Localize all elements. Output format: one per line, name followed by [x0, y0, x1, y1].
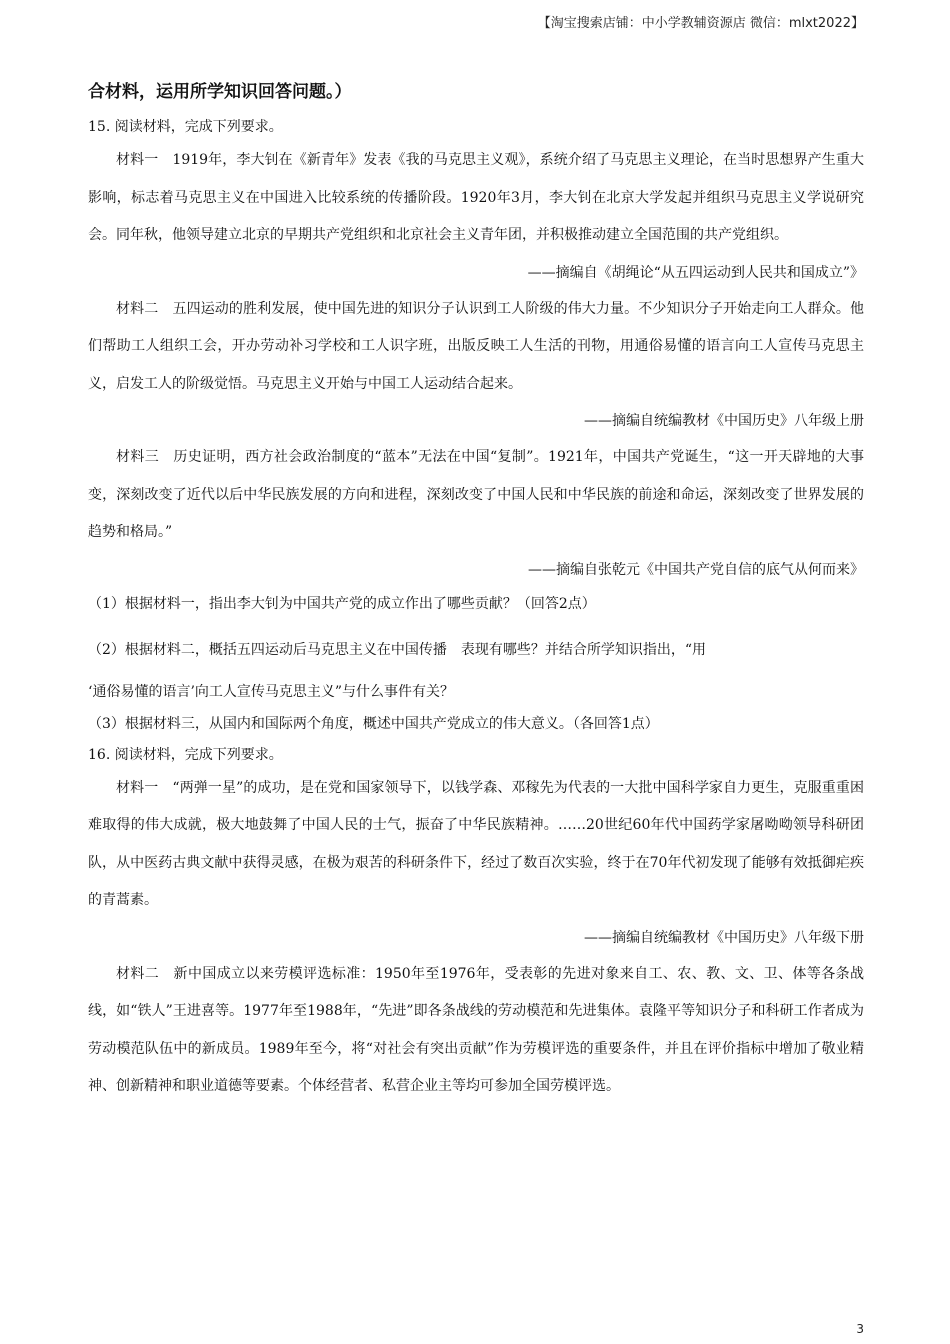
q15-material-1-source: ——摘编自《胡绳论“从五四运动到人民共和国成立”》	[527, 264, 864, 281]
question-15-title: 15. 阅读材料，完成下列要求。	[88, 119, 283, 135]
q16-material-1-source: ——摘编自统编教材《中国历史》八年级下册	[584, 929, 864, 946]
document-body	[88, 78, 864, 1106]
q15-subquestion-3: （3）根据材料三，从国内和国际两个角度，概述中国共产党成立的伟大意义。（各回答1点）	[88, 715, 659, 732]
question-16	[88, 740, 864, 1106]
q15-subquestion-2-line-2: ‘通俗易懂的语言’向工人宣传马克思主义”与什么事件有关？	[88, 683, 455, 700]
question-16-title: 16. 阅读材料，完成下列要求。	[88, 746, 283, 763]
q15-material-3: 材料三 历史证明，西方社会政治制度的“蓝本”无法在中国“复制”。1921年，中国共产党诞生，“这一开天辟地的大事变，深刻改变了近代以后中华民族发展的方向和进程，深刻改变了中国人民和中华民族的前途和命运，深刻改变了世界发展的趋势和格局。”	[88, 449, 864, 540]
q15-material-1: 材料一 1919年，李大钊在《新青年》发表《我的马克思主义观》，系统介绍了马克思主义理论，在当时思想界产生重大影响，标志着马克思主义在中国进入比较系统的传播阶段。1920年3月，李大钊在北京大学发起并组织马克思主义学说研究会。同年秋，他领导建立北京的早期共产党组织和北京社会主义青年团，并积极推动建立全国范围的共产党组织。	[88, 152, 864, 243]
section-heading: 合材料，运用所学知识回答问题。）	[88, 82, 352, 102]
q15-subquestion-2-line-1: （2）根据材料二，概括五四运动后马克思主义在中国传播 表现有哪些？并结合所学知识指出，“用	[88, 641, 707, 658]
q15-material-2: 材料二 五四运动的胜利发展，使中国先进的知识分子认识到工人阶级的伟大力量。不少知识分子开始走向工人群众。他们帮助工人组织工会，开办劳动补习学校和工人识字班，出版反映工人生活的刊物，用通俗易懂的语言向工人宣传马克思主义，启发工人的阶级觉悟。马克思主义开始与中国工人运动结合起来。	[88, 300, 864, 392]
q15-material-3-source: ——摘编自张乾元《中国共产党自信的底气从何而来》	[528, 561, 864, 578]
page-number: 3	[856, 1322, 864, 1336]
q15-material-2-source: ——摘编自统编教材《中国历史》八年级上册	[584, 413, 864, 429]
question-15	[88, 112, 864, 740]
q16-material-1: 材料一 “两弹一星”的成功，是在党和国家领导下，以钱学森、邓稼先为代表的一大批中国科学家自力更生，克服重重困难取得的伟大成就，极大地鼓舞了中国人民的士气，振奋了中华民族精神。……20世纪60年代中国药学家屠呦呦领导科研团队，从中医药古典文献中获得灵感，在极为艰苦的科研条件下，经过了数百次实验，终于在70年代初发现了能够有效抵御疟疾的青蒿素。	[88, 779, 864, 908]
q15-subquestion-1: （1）根据材料一，指出李大钊为中国共产党的成立作出了哪些贡献？（回答2点）	[88, 595, 596, 612]
shop-header-note: 【淘宝搜索店铺：中小学教辅资源店 微信：mlxt2022】	[537, 16, 864, 31]
q16-material-2: 材料二 新中国成立以来劳模评选标准：1950年至1976年，受表彰的先进对象来自工、农、教、文、卫、体等各条战线，如“铁人”王进喜等。1977年至1988年，“先进”即各条战线的劳动模范和先进集体。袁隆平等知识分子和科研工作者成为劳动模范队伍中的新成员。1989年至今，将“对社会有突出贡献”作为劳模评选的重要条件，并且在评价指标中增加了敬业精神、创新精神和职业道德等要素。个体经营者、私营企业主等均可参加全国劳模评选。	[88, 965, 864, 1094]
